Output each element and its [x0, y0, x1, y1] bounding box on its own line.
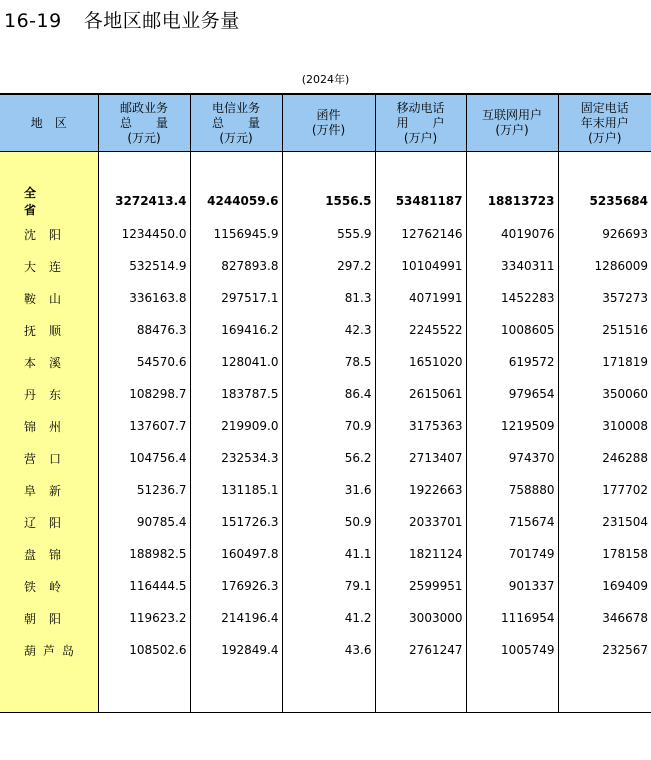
table-row: [0, 346, 651, 378]
fixed-cell: 251516: [558, 314, 651, 346]
table-row: [0, 218, 651, 250]
fixed-cell: 169409: [558, 570, 651, 602]
table-row: [0, 634, 651, 666]
letters-cell: 43.6: [282, 634, 375, 666]
internet-cell: 1219509: [466, 410, 558, 442]
fixed-cell: 231504: [558, 506, 651, 538]
region-cell-blank: [0, 152, 98, 185]
mobile-cell: 2713407: [375, 442, 466, 474]
postal-telecom-table: [0, 93, 651, 713]
mobile-cell: 2761247: [375, 634, 466, 666]
letters-cell: 81.3: [282, 282, 375, 314]
region-name-cell: 抚顺: [0, 314, 98, 346]
region-cell-blank: [0, 666, 98, 713]
internet-cell: 1116954: [466, 602, 558, 634]
postal-cell: 188982.5: [98, 538, 190, 570]
letters-cell: 79.1: [282, 570, 375, 602]
table-row: [0, 538, 651, 570]
telecom-cell: 151726.3: [190, 506, 282, 538]
letters-cell: 31.6: [282, 474, 375, 506]
fixed-cell: 178158: [558, 538, 651, 570]
table-row: [0, 184, 651, 218]
region-name-cell: 鞍山: [0, 282, 98, 314]
postal-cell: 108298.7: [98, 378, 190, 410]
telecom-cell: 219909.0: [190, 410, 282, 442]
region-name-cell: 阜新: [0, 474, 98, 506]
mobile-cell: 1651020: [375, 346, 466, 378]
letters-cell: 1556.5: [282, 184, 375, 218]
internet-cell: 4019076: [466, 218, 558, 250]
table-body: [0, 152, 651, 713]
letters-cell: 56.2: [282, 442, 375, 474]
fixed-cell: 5235684: [558, 184, 651, 218]
table-title: [4, 6, 240, 33]
table-row: [0, 314, 651, 346]
internet-cell: 701749: [466, 538, 558, 570]
region-name-cell: 丹东: [0, 378, 98, 410]
postal-cell: 104756.4: [98, 442, 190, 474]
header-region: 地 区: [0, 94, 98, 152]
internet-cell: 715674: [466, 506, 558, 538]
letters-cell: 297.2: [282, 250, 375, 282]
year-label: (2024年): [301, 73, 350, 86]
table-row: [0, 442, 651, 474]
letters-cell: 42.3: [282, 314, 375, 346]
postal-cell: 90785.4: [98, 506, 190, 538]
letters-cell: 41.2: [282, 602, 375, 634]
telecom-cell: 4244059.6: [190, 184, 282, 218]
fixed-cell: 232567: [558, 634, 651, 666]
internet-cell: 1005749: [466, 634, 558, 666]
region-name-cell: 全省: [0, 184, 98, 218]
postal-cell: 3272413.4: [98, 184, 190, 218]
region-name-cell: 辽阳: [0, 506, 98, 538]
mobile-cell: 12762146: [375, 218, 466, 250]
table-row: [0, 570, 651, 602]
mobile-cell: 1922663: [375, 474, 466, 506]
postal-cell: 116444.5: [98, 570, 190, 602]
internet-cell: 979654: [466, 378, 558, 410]
internet-cell: 619572: [466, 346, 558, 378]
postal-cell: 532514.9: [98, 250, 190, 282]
telecom-cell: 1156945.9: [190, 218, 282, 250]
telecom-cell: 169416.2: [190, 314, 282, 346]
header-letters: 函件 (万件): [282, 94, 375, 152]
region-name-cell: 大连: [0, 250, 98, 282]
mobile-cell: 2033701: [375, 506, 466, 538]
table-row: [0, 250, 651, 282]
mobile-cell: 53481187: [375, 184, 466, 218]
telecom-cell: 176926.3: [190, 570, 282, 602]
letters-cell: 50.9: [282, 506, 375, 538]
postal-cell: 108502.6: [98, 634, 190, 666]
region-name-cell: 朝阳: [0, 602, 98, 634]
header-fixed-phone-users: 固定电话 年末用户 (万户): [558, 94, 651, 152]
region-name-cell: 沈阳: [0, 218, 98, 250]
telecom-cell: 214196.4: [190, 602, 282, 634]
region-name-cell: 本溪: [0, 346, 98, 378]
internet-cell: 1008605: [466, 314, 558, 346]
mobile-cell: 3003000: [375, 602, 466, 634]
mobile-cell: 4071991: [375, 282, 466, 314]
fixed-cell: 310008: [558, 410, 651, 442]
region-name-cell: 锦州: [0, 410, 98, 442]
telecom-cell: 827893.8: [190, 250, 282, 282]
postal-cell: 336163.8: [98, 282, 190, 314]
spacer-row: [0, 152, 651, 185]
telecom-cell: 131185.1: [190, 474, 282, 506]
internet-cell: 1452283: [466, 282, 558, 314]
region-name-cell: 葫芦岛: [0, 634, 98, 666]
table-row: [0, 410, 651, 442]
telecom-cell: 160497.8: [190, 538, 282, 570]
letters-cell: 555.9: [282, 218, 375, 250]
mobile-cell: 2245522: [375, 314, 466, 346]
letters-cell: 41.1: [282, 538, 375, 570]
region-name-cell: 营口: [0, 442, 98, 474]
telecom-cell: 297517.1: [190, 282, 282, 314]
region-name-cell: 盘锦: [0, 538, 98, 570]
table-row: [0, 474, 651, 506]
region-name-cell: 铁岭: [0, 570, 98, 602]
internet-cell: 758880: [466, 474, 558, 506]
internet-cell: 18813723: [466, 184, 558, 218]
table-row: [0, 602, 651, 634]
fixed-cell: 177702: [558, 474, 651, 506]
table-row: [0, 282, 651, 314]
internet-cell: 3340311: [466, 250, 558, 282]
telecom-cell: 183787.5: [190, 378, 282, 410]
table-header: [0, 94, 651, 152]
table-row: [0, 378, 651, 410]
fixed-cell: 171819: [558, 346, 651, 378]
header-telecom-total: 电信业务 总 量 (万元): [190, 94, 282, 152]
mobile-cell: 2599951: [375, 570, 466, 602]
mobile-cell: 10104991: [375, 250, 466, 282]
mobile-cell: 1821124: [375, 538, 466, 570]
header-mobile-users: 移动电话 用 户 (万户): [375, 94, 466, 152]
postal-cell: 88476.3: [98, 314, 190, 346]
table-row: [0, 506, 651, 538]
internet-cell: 974370: [466, 442, 558, 474]
table-number: 16-19: [4, 10, 62, 32]
fixed-cell: 926693: [558, 218, 651, 250]
mobile-cell: 3175363: [375, 410, 466, 442]
telecom-cell: 192849.4: [190, 634, 282, 666]
header-row: [0, 94, 651, 152]
telecom-cell: 232534.3: [190, 442, 282, 474]
telecom-cell: 128041.0: [190, 346, 282, 378]
postal-cell: 51236.7: [98, 474, 190, 506]
fixed-cell: 1286009: [558, 250, 651, 282]
fixed-cell: 246288: [558, 442, 651, 474]
bottom-spacer-row: [0, 666, 651, 713]
header-internet-users: 互联网用户 (万户): [466, 94, 558, 152]
postal-cell: 54570.6: [98, 346, 190, 378]
postal-cell: 1234450.0: [98, 218, 190, 250]
postal-cell: 119623.2: [98, 602, 190, 634]
fixed-cell: 350060: [558, 378, 651, 410]
fixed-cell: 346678: [558, 602, 651, 634]
letters-cell: 78.5: [282, 346, 375, 378]
internet-cell: 901337: [466, 570, 558, 602]
header-postal-total: 邮政业务 总 量 (万元): [98, 94, 190, 152]
mobile-cell: 2615061: [375, 378, 466, 410]
postal-cell: 137607.7: [98, 410, 190, 442]
table-title-text: 各地区邮电业务量: [83, 10, 240, 32]
fixed-cell: 357273: [558, 282, 651, 314]
letters-cell: 70.9: [282, 410, 375, 442]
letters-cell: 86.4: [282, 378, 375, 410]
